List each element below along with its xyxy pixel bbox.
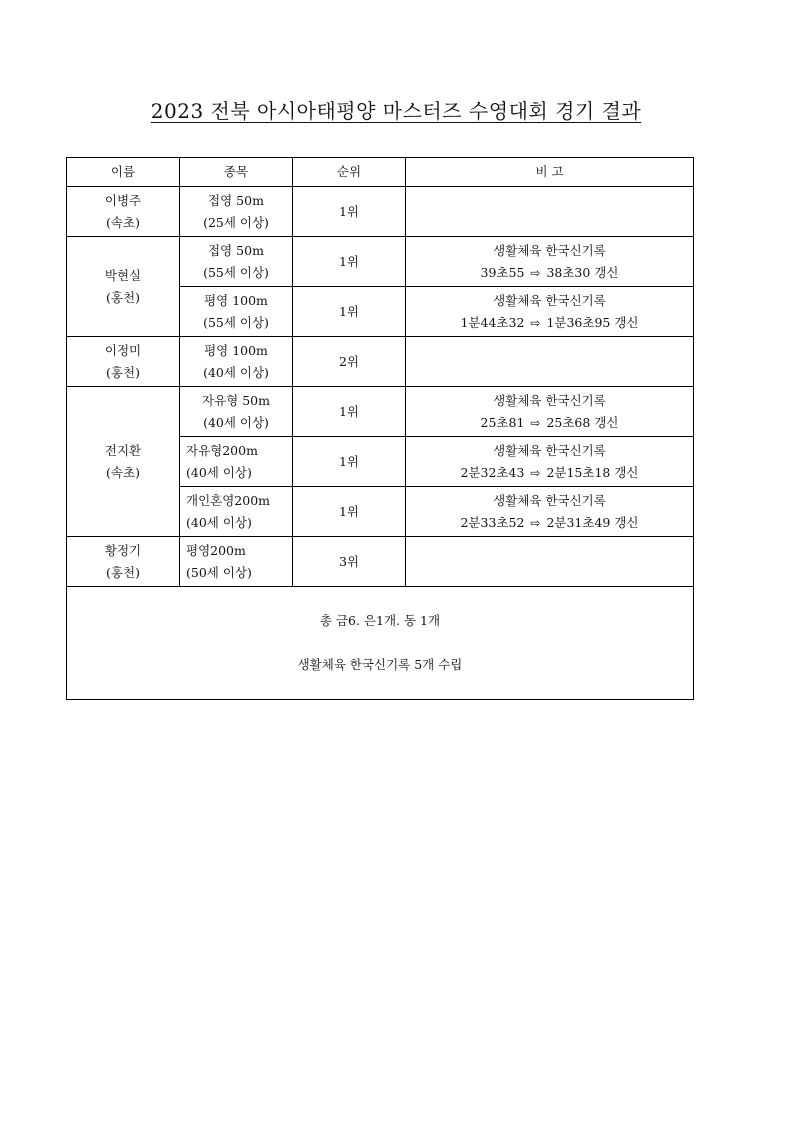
- age-group: (55세 이상): [203, 264, 269, 280]
- arrow-right-icon: ⇨: [530, 415, 541, 430]
- note-cell: [406, 237, 694, 287]
- age-group: (40세 이상): [203, 414, 269, 430]
- table-row: [67, 337, 694, 387]
- age-group: (25세 이상): [203, 214, 269, 230]
- event-cell: [180, 187, 293, 237]
- update-word: 갱신: [614, 514, 639, 530]
- rank-cell: 1위: [293, 237, 406, 287]
- summary-row: [67, 587, 694, 700]
- athlete-region: (속초): [106, 214, 140, 230]
- note-cell: [406, 187, 694, 237]
- age-group: (40세 이상): [203, 364, 269, 380]
- age-group: (55세 이상): [203, 314, 269, 330]
- table-row: [67, 237, 694, 287]
- results-body: [67, 187, 694, 587]
- event-cell: [180, 487, 293, 537]
- record-label: 생활체육 한국신기록: [493, 392, 606, 408]
- note-cell: [406, 487, 694, 537]
- athlete-region: (홍천): [106, 289, 140, 305]
- record-from: 2분33초52: [460, 514, 525, 530]
- table-row: [67, 387, 694, 437]
- event-name: 자유형200m: [186, 442, 258, 458]
- arrow-right-icon: ⇨: [530, 315, 541, 330]
- update-word: 갱신: [614, 314, 639, 330]
- event-cell: [180, 287, 293, 337]
- athlete-region: (홍천): [106, 364, 140, 380]
- table-header-row: [67, 158, 694, 187]
- rank-cell: 1위: [293, 437, 406, 487]
- athlete-name: 박현실: [104, 267, 142, 283]
- record-from: 2분32초43: [460, 464, 525, 480]
- athlete-name: 이병주: [104, 192, 142, 208]
- athlete-cell: [67, 187, 180, 237]
- update-word: 갱신: [614, 464, 639, 480]
- event-cell: [180, 387, 293, 437]
- record-to: 1분36초95: [546, 314, 611, 330]
- record-change: [406, 262, 693, 284]
- record-label: 생활체육 한국신기록: [493, 242, 606, 258]
- note-cell: [406, 387, 694, 437]
- rank-cell: 3위: [293, 537, 406, 587]
- athlete-cell: [67, 237, 180, 337]
- event-name: 자유형 50m: [202, 392, 270, 408]
- arrow-right-icon: ⇨: [530, 265, 541, 280]
- rank-cell: 1위: [293, 287, 406, 337]
- record-to: 2분31초49: [546, 514, 611, 530]
- event-name: 접영 50m: [208, 192, 264, 208]
- medal-summary: 총 금6. 은1개. 동 1개: [319, 613, 441, 628]
- arrow-right-icon: ⇨: [530, 515, 541, 530]
- athlete-name: 황정기: [104, 542, 142, 558]
- rank-cell: 1위: [293, 487, 406, 537]
- event-name: 평영 100m: [204, 342, 268, 358]
- record-to: 38초30: [546, 264, 591, 280]
- rank-cell: 1위: [293, 387, 406, 437]
- header-event: 종목: [180, 158, 293, 187]
- record-label: 생활체육 한국신기록: [493, 292, 606, 308]
- age-group: (40세 이상): [186, 464, 252, 480]
- athlete-cell: [67, 337, 180, 387]
- update-word: 갱신: [594, 414, 619, 430]
- athlete-cell: [67, 537, 180, 587]
- event-cell: [180, 437, 293, 487]
- event-name: 평영200m: [186, 542, 246, 558]
- record-summary: 생활체육 한국신기록 5개 수립: [297, 657, 463, 672]
- record-from: 39초55: [480, 264, 525, 280]
- athlete-region: (홍천): [106, 564, 140, 580]
- athlete-region: (속초): [106, 464, 140, 480]
- table-row: [67, 537, 694, 587]
- record-change: [406, 512, 693, 534]
- results-table: [66, 157, 694, 700]
- record-label: 생활체육 한국신기록: [493, 492, 606, 508]
- athlete-name: 이정미: [104, 342, 142, 358]
- record-label: 생활체육 한국신기록: [493, 442, 606, 458]
- summary-cell: [67, 587, 694, 700]
- note-cell: [406, 537, 694, 587]
- header-rank: 순위: [293, 158, 406, 187]
- record-to: 25초68: [546, 414, 591, 430]
- page-title: 2023 전북 아시아태평양 마스터즈 수영대회 경기 결과: [150, 99, 642, 123]
- athlete-cell: [67, 387, 180, 537]
- note-cell: [406, 437, 694, 487]
- event-cell: [180, 337, 293, 387]
- record-change: [406, 412, 693, 434]
- record-to: 2분15초18: [546, 464, 611, 480]
- rank-cell: 1위: [293, 187, 406, 237]
- table-row: [67, 187, 694, 237]
- note-cell: [406, 287, 694, 337]
- event-name: 평영 100m: [204, 292, 268, 308]
- record-from: 1분44초32: [460, 314, 525, 330]
- update-word: 갱신: [594, 264, 619, 280]
- header-name: 이름: [67, 158, 180, 187]
- header-note: 비 고: [406, 158, 694, 187]
- age-group: (40세 이상): [186, 514, 252, 530]
- record-change: [406, 312, 693, 334]
- age-group: (50세 이상): [186, 564, 252, 580]
- event-name: 개인혼영200m: [186, 492, 271, 508]
- record-change: [406, 462, 693, 484]
- record-from: 25초81: [480, 414, 525, 430]
- event-cell: [180, 537, 293, 587]
- event-cell: [180, 237, 293, 287]
- event-name: 접영 50m: [208, 242, 264, 258]
- rank-cell: 2위: [293, 337, 406, 387]
- athlete-name: 전지환: [104, 442, 142, 458]
- arrow-right-icon: ⇨: [530, 465, 541, 480]
- note-cell: [406, 337, 694, 387]
